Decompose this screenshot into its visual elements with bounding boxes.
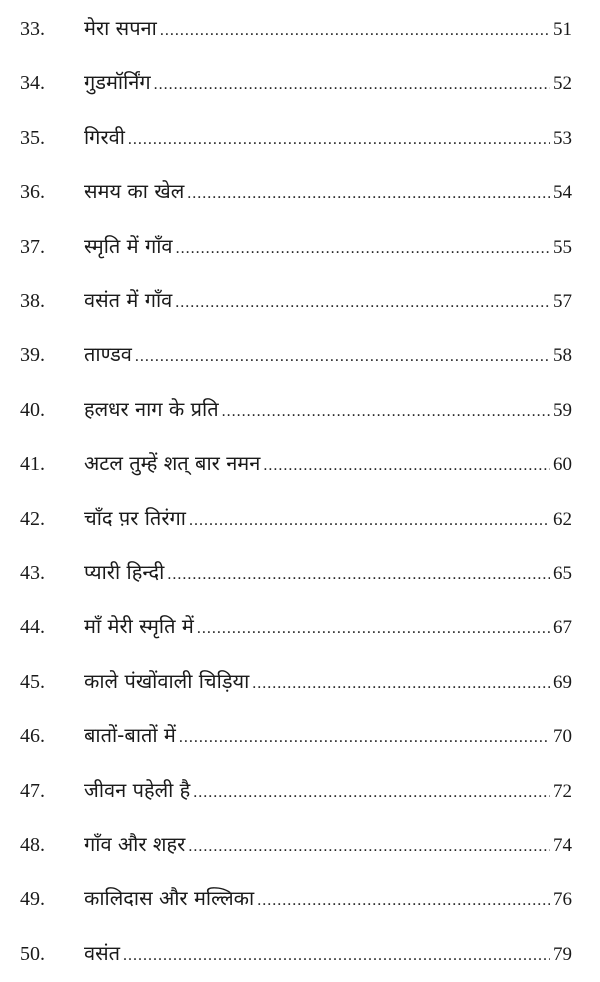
toc-entry [0,391,600,431]
dot-leader [197,620,550,638]
entry-line [84,449,572,476]
dot-leader [167,566,550,584]
toc-entry [0,717,600,757]
entry-title: गिरवी [84,124,125,149]
dot-leader [257,892,550,910]
toc-entry [0,173,600,213]
toc-entry [0,663,600,703]
dot-leader [179,729,550,747]
entry-title: प्यारी हिन्दी [84,560,165,584]
entry-number: 34. [20,72,45,95]
entry-page-number: 53 [553,127,572,149]
dot-leader [160,22,550,40]
entry-line [84,504,572,531]
entry-page-number: 57 [553,291,572,312]
toc-entry [0,10,600,50]
toc-entry [0,608,600,648]
entry-line [84,286,572,313]
dot-leader [193,784,550,802]
entry-line [84,776,572,803]
entry-title: हलधर नाग के प्रति [84,396,219,421]
entry-page-number: 69 [553,671,572,693]
entry-title: वसंत [84,940,121,965]
entry-line [84,232,572,259]
entry-number: 41. [20,453,45,476]
entry-page-number: 59 [553,399,572,421]
entry-title: मेरा सपना [84,16,157,40]
entry-title: वसंत में गाँव [84,288,173,312]
dot-leader [128,131,550,149]
entry-title: गुडमॉर्निंग [84,70,151,95]
entry-number: 40. [20,398,45,421]
entry-title: ताण्डव [84,342,132,367]
entry-title: अटल तुम्हें शत् बार नमन [84,451,261,476]
entry-page-number: 58 [553,345,572,367]
entry-line [84,395,572,422]
entry-title: गाँव और शहर [84,832,186,856]
entry-page-number: 79 [553,943,572,965]
entry-number: 46. [20,725,45,748]
entry-number: 33. [20,18,45,40]
entry-page-number: 74 [553,835,572,856]
entry-title: कालिदास और मल्लिका [84,886,255,911]
entry-line [84,667,572,694]
dot-leader [188,838,550,856]
toc-entry [0,336,600,376]
entry-page-number: 60 [553,454,572,476]
entry-number: 38. [20,290,45,312]
toc-entry [0,772,600,812]
entry-line [84,177,572,204]
entry-title: बातों-बातों में [84,723,176,748]
entry-number: 44. [20,616,45,639]
toc-entry [0,554,600,594]
entry-title: माँ मेरी स्मृति में [84,614,194,639]
entry-page-number: 54 [553,182,572,204]
entry-title: जीवन पहेली है [84,777,191,802]
entry-number: 43. [20,562,45,584]
entry-line [84,721,572,748]
dot-leader [252,675,550,693]
entry-title: काले पंखोंवाली चिड़िया [84,668,250,693]
toc-entry [0,935,600,975]
dot-leader [222,403,550,421]
toc-entry [0,500,600,540]
entry-line [84,558,572,585]
entry-title: स्मृति में गाँव [84,233,173,258]
entry-page-number: 76 [553,889,572,911]
entry-page-number: 70 [553,726,572,748]
entry-page-number: 72 [553,780,572,802]
toc-entry [0,445,600,485]
entry-number: 50. [20,942,45,965]
entry-page-number: 62 [553,508,572,530]
entry-page-number: 65 [553,563,572,584]
dot-leader [263,457,550,475]
entry-line [84,68,572,95]
entry-number: 47. [20,779,45,802]
entry-line [84,340,572,367]
dot-leader [135,348,550,366]
entry-page-number: 67 [553,617,572,639]
toc-entry [0,282,600,322]
dot-leader [154,76,550,94]
dot-leader [176,240,550,258]
dot-leader [123,947,550,965]
toc-entry [0,826,600,866]
entry-title: समय का खेल [84,179,185,204]
dot-leader [187,185,550,203]
entry-number: 48. [20,834,45,856]
entry-line [84,123,572,150]
entry-line [84,884,572,911]
entry-number: 49. [20,888,45,911]
entry-line [84,612,572,639]
dot-leader [189,512,550,530]
entry-number: 37. [20,235,45,258]
toc-entry [0,228,600,268]
toc-entry [0,64,600,104]
toc-entry [0,119,600,159]
entry-number: 42. [20,507,45,530]
entry-line [84,939,572,966]
entry-number: 39. [20,344,45,367]
toc-entry [0,880,600,920]
entry-number: 35. [20,126,45,149]
entry-number: 36. [20,181,45,204]
entry-line [84,830,572,857]
entry-title: चाँद प़र तिरंगा [84,505,186,530]
entry-page-number: 51 [553,19,572,40]
dot-leader [175,294,550,312]
entry-page-number: 55 [553,236,572,258]
entry-line [84,14,572,41]
entry-page-number: 52 [553,73,572,95]
entry-number: 45. [20,670,45,693]
